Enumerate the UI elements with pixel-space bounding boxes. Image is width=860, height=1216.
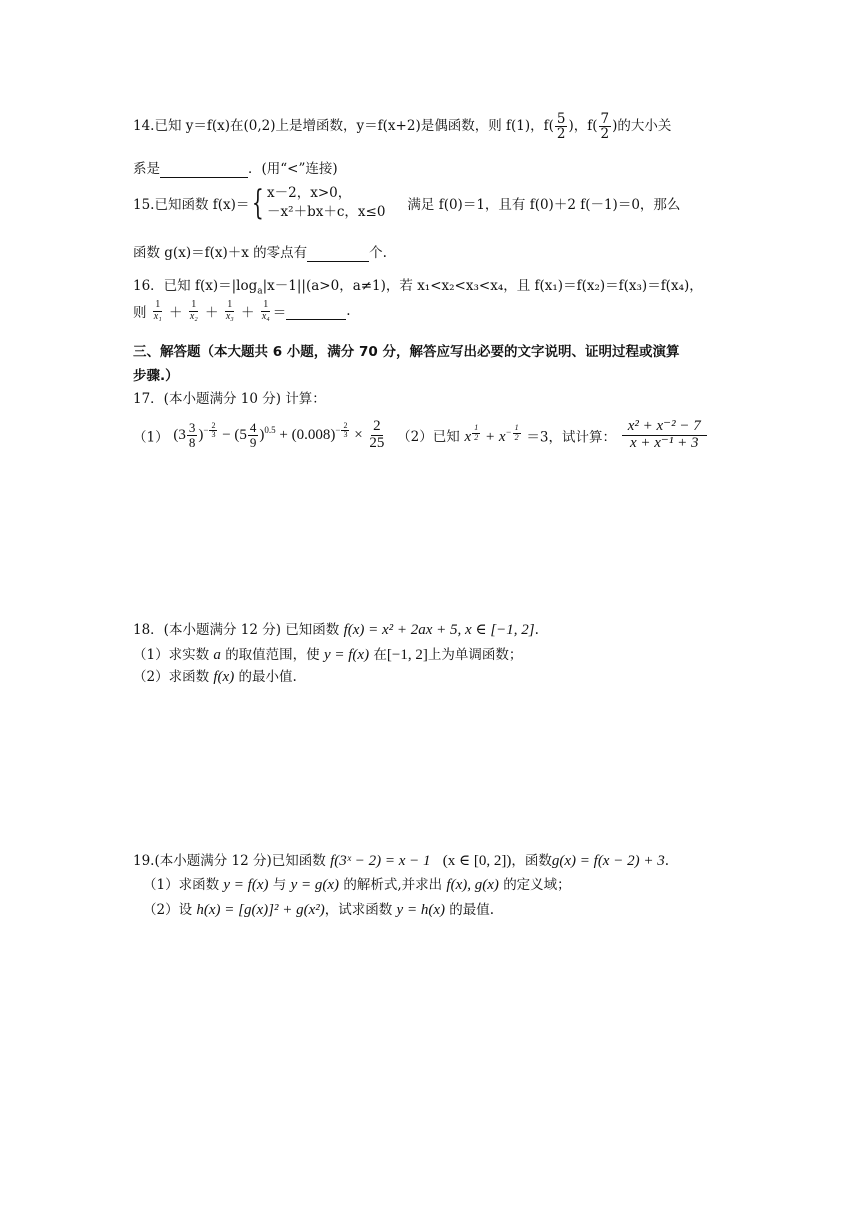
question-15: 15.已知函数 f(x)＝{ x－2，x>0， －x²＋bx＋c，x≤0 满足 f(0)＝1，且有 f(0)＋2 f(－1)＝0，那么 [133, 183, 681, 223]
question-17-parts: （1） (3 $\frac{3}{8}$ )$^{- \frac{2}{3}}$ − (5 $\frac{4}{9}$ )$^{0.5} + (0.008)^{- \frac{2}{3}}$ × $\frac{2}{25}$ （2）已知 x $^{\frac{1}{2}}$ + $x^{- \frac{1}{2}}$ ＝3，试计算： $\frac{\text{x² + x⁻² − 7}}{\text{x + x⁻¹ + 3}}$ [133, 419, 708, 452]
fraction-1-x4: $\frac{1}{\text{x₄}}$ [261, 299, 270, 322]
answer-blank[interactable] [307, 245, 369, 262]
fraction-7-2: $\frac{7}{2}$ [600, 111, 610, 143]
piecewise-cases: x－2，x>0， －x²＋bx＋c，x≤0 [267, 185, 386, 220]
answer-blank[interactable] [160, 161, 248, 178]
question-14-line2: 系是 ．(用“<”连接) [133, 161, 338, 177]
answer-blank[interactable] [286, 303, 346, 320]
fraction-1-x1: $\frac{1}{\text{x₁}}$ [153, 299, 162, 322]
question-17-header: 17．(本小题满分 10 分) 计算： [133, 391, 326, 407]
question-16: 16．已知 $f(x)=|\log_a|x-1||(a>0$，a≠1)，若 x₁<x₂<x₃<x₄，且 f(x₁)＝f(x₂)＝f(x₃)＝f(x₄)， [133, 278, 703, 297]
expression-part-1: (3 $\frac{3}{8}$ )$^{- \frac{2}{3}}$ − (5 $\frac{4}{9}$ )$^{0.5} + (0.008)^{- \frac{2}{3}}$ × $\frac{2}{25}$ [173, 418, 385, 451]
fraction-1-x3: $\frac{1}{\text{x₃}}$ [225, 299, 234, 322]
question-19-part-2: （2）设 h(x) = [g(x)]² + g(x²)，试求函数 y = h(x) 的最值. [143, 902, 495, 918]
section-3-heading: 三、解答题（本大题共 6 小题，满分 70 分，解答应写出必要的文字说明、证明过程或演算 步骤.） [133, 344, 680, 384]
question-19-part-1: （1）求函数 y = f(x) 与 y = g(x) 的解析式,并求出 f(x), g(x) 的定义域； [143, 877, 571, 893]
question-14 [133, 112, 671, 141]
fraction-5-2: $\frac{5}{2}$ [556, 111, 566, 143]
question-18-part-1: （1）求实数 a 的取值范围，使 y = f(x) 在[−1, 2]上为单调函数； [133, 647, 523, 663]
q14-text-b: )，f( [568, 118, 598, 135]
q14-text-a: 14.已知 y＝f(x)在(0,2)上是增函数，y＝f(x+2)是偶函数，则 f(1)，f( [133, 118, 554, 135]
left-brace: { [252, 183, 265, 223]
expression-part-2: x $^{\frac{1}{2}}$ + $x^{- \frac{1}{2}}$ [464, 423, 519, 446]
question-18-part-2: （2）求函数 f(x) 的最小值. [133, 669, 297, 685]
question-19-header: 19.(本小题满分 12 分)已知函数 f(3ˣ − 2) = x − 1 (x ∈ [0, 2])，函数g(x) = f(x − 2) + 3. [133, 853, 670, 869]
question-15-line2: 函数 g(x)＝f(x)＋x 的零点有 个. [133, 245, 387, 261]
q14-text-c: )的大小关 [612, 118, 672, 135]
question-16-line2: 则 $\frac{1}{\text{x₁}}$ ＋ $\frac{1}{\text{x₂}}$ ＋ $\frac{1}{\text{x₃}}$ ＋ $\frac{1}{\text{x₄}}$ ＝ . [133, 299, 351, 322]
fraction-1-x2: $\frac{1}{\text{x₂}}$ [189, 299, 198, 322]
expression-fraction: $\frac{\text{x² + x⁻² − 7}}{\text{x + x⁻¹ + 3}}$ [622, 419, 707, 452]
question-18-header: 18．(本小题满分 12 分) 已知函数 f(x) = x² + 2ax + 5, x ∈ [−1, 2]. [133, 622, 539, 638]
